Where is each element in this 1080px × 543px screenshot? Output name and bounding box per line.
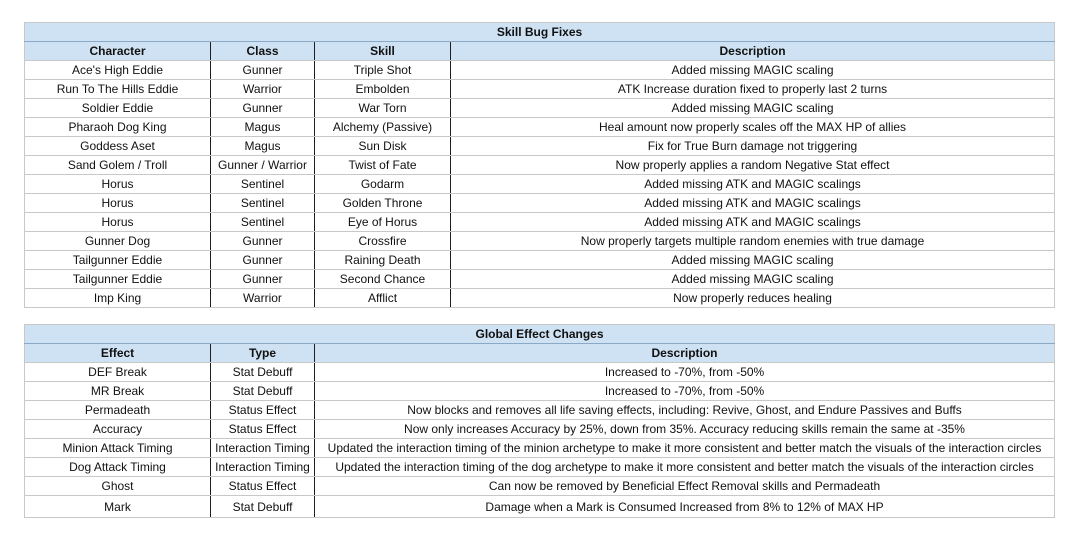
column-header-type: Type [211, 344, 315, 363]
class-cell: Magus [211, 118, 315, 137]
description-cell: Damage when a Mark is Consumed Increased from 8% to 12% of MAX HP [315, 496, 1055, 518]
description-cell: Fix for True Burn damage not triggering [451, 137, 1055, 156]
skill-cell: War Torn [315, 99, 451, 118]
type-cell: Status Effect [211, 420, 315, 439]
class-cell: Sentinel [211, 213, 315, 232]
header-row [25, 344, 1055, 363]
skill-cell: Embolden [315, 80, 451, 99]
class-cell: Gunner [211, 61, 315, 80]
table-row [25, 420, 1055, 439]
skill-cell: Godarm [315, 175, 451, 194]
table-row [25, 363, 1055, 382]
table-row [25, 477, 1055, 496]
type-cell: Stat Debuff [211, 363, 315, 382]
skill-cell: Crossfire [315, 232, 451, 251]
type-cell: Stat Debuff [211, 496, 315, 518]
effect-cell: DEF Break [25, 363, 211, 382]
type-cell: Status Effect [211, 477, 315, 496]
description-cell: Added missing MAGIC scaling [451, 61, 1055, 80]
table-row [25, 80, 1055, 99]
description-cell: Can now be removed by Beneficial Effect Removal skills and Permadeath [315, 477, 1055, 496]
effect-cell: Minion Attack Timing [25, 439, 211, 458]
column-header-skill: Skill [315, 42, 451, 61]
description-cell: Added missing ATK and MAGIC scalings [451, 194, 1055, 213]
class-cell: Sentinel [211, 175, 315, 194]
skill-cell: Second Chance [315, 270, 451, 289]
description-cell: Added missing ATK and MAGIC scalings [451, 175, 1055, 194]
effect-cell: Ghost [25, 477, 211, 496]
skill-cell: Alchemy (Passive) [315, 118, 451, 137]
effect-cell: MR Break [25, 382, 211, 401]
character-cell: Ace's High Eddie [25, 61, 211, 80]
class-cell: Gunner / Warrior [211, 156, 315, 175]
description-cell: Now properly targets multiple random enemies with true damage [451, 232, 1055, 251]
character-cell: Goddess Aset [25, 137, 211, 156]
type-cell: Interaction Timing [211, 439, 315, 458]
column-header-description: Description [315, 344, 1055, 363]
character-cell: Gunner Dog [25, 232, 211, 251]
skill-cell: Afflict [315, 289, 451, 308]
skill-cell: Golden Throne [315, 194, 451, 213]
column-header-character: Character [25, 42, 211, 61]
class-cell: Gunner [211, 270, 315, 289]
skill-cell: Raining Death [315, 251, 451, 270]
character-cell: Soldier Eddie [25, 99, 211, 118]
description-cell: Heal amount now properly scales off the MAX HP of allies [451, 118, 1055, 137]
class-cell: Gunner [211, 99, 315, 118]
class-cell: Gunner [211, 232, 315, 251]
table-row [25, 156, 1055, 175]
table-row [25, 175, 1055, 194]
table-row [25, 251, 1055, 270]
description-cell: Added missing MAGIC scaling [451, 99, 1055, 118]
character-cell: Sand Golem / Troll [25, 156, 211, 175]
class-cell: Sentinel [211, 194, 315, 213]
table-row [25, 232, 1055, 251]
character-cell: Tailgunner Eddie [25, 251, 211, 270]
table-row [25, 213, 1055, 232]
description-cell: Now properly applies a random Negative Stat effect [451, 156, 1055, 175]
table-row [25, 118, 1055, 137]
skill-cell: Triple Shot [315, 61, 451, 80]
description-cell: Increased to -70%, from -50% [315, 382, 1055, 401]
table-row [25, 496, 1055, 518]
class-cell: Warrior [211, 289, 315, 308]
effect-cell: Accuracy [25, 420, 211, 439]
description-cell: Now blocks and removes all life saving effects, including: Revive, Ghost, and Endure Passives and Buffs [315, 401, 1055, 420]
class-cell: Gunner [211, 251, 315, 270]
class-cell: Warrior [211, 80, 315, 99]
table-row [25, 289, 1055, 308]
table-title: Global Effect Changes [25, 325, 1055, 344]
character-cell: Horus [25, 194, 211, 213]
effect-cell: Mark [25, 496, 211, 518]
character-cell: Horus [25, 175, 211, 194]
description-cell: Added missing MAGIC scaling [451, 251, 1055, 270]
effect-cell: Dog Attack Timing [25, 458, 211, 477]
class-cell: Magus [211, 137, 315, 156]
table-row [25, 382, 1055, 401]
description-cell: ATK Increase duration fixed to properly last 2 turns [451, 80, 1055, 99]
header-row [25, 42, 1055, 61]
character-cell: Tailgunner Eddie [25, 270, 211, 289]
character-cell: Horus [25, 213, 211, 232]
character-cell: Run To The Hills Eddie [25, 80, 211, 99]
description-cell: Added missing ATK and MAGIC scalings [451, 213, 1055, 232]
table-row [25, 270, 1055, 289]
description-cell: Now properly reduces healing [451, 289, 1055, 308]
skill-cell: Sun Disk [315, 137, 451, 156]
table-row [25, 194, 1055, 213]
type-cell: Interaction Timing [211, 458, 315, 477]
table-row [25, 137, 1055, 156]
effect-cell: Permadeath [25, 401, 211, 420]
description-cell: Updated the interaction timing of the dog archetype to make it more consistent and better match the visuals of the interaction circles [315, 458, 1055, 477]
column-header-effect: Effect [25, 344, 211, 363]
column-header-description: Description [451, 42, 1055, 61]
character-cell: Pharaoh Dog King [25, 118, 211, 137]
skill-bug-fixes-table [24, 22, 1055, 308]
global-effect-changes-table [24, 324, 1055, 518]
table-row [25, 439, 1055, 458]
character-cell: Imp King [25, 289, 211, 308]
table-row [25, 458, 1055, 477]
description-cell: Now only increases Accuracy by 25%, down from 35%. Accuracy reducing skills remain the same at -35% [315, 420, 1055, 439]
table-row [25, 61, 1055, 80]
type-cell: Stat Debuff [211, 382, 315, 401]
skill-cell: Twist of Fate [315, 156, 451, 175]
description-cell: Added missing MAGIC scaling [451, 270, 1055, 289]
table-row [25, 401, 1055, 420]
column-header-class: Class [211, 42, 315, 61]
type-cell: Status Effect [211, 401, 315, 420]
skill-cell: Eye of Horus [315, 213, 451, 232]
description-cell: Increased to -70%, from -50% [315, 363, 1055, 382]
description-cell: Updated the interaction timing of the minion archetype to make it more consistent and better match the visuals of the interaction circles [315, 439, 1055, 458]
table-row [25, 99, 1055, 118]
table-title: Skill Bug Fixes [25, 23, 1055, 42]
